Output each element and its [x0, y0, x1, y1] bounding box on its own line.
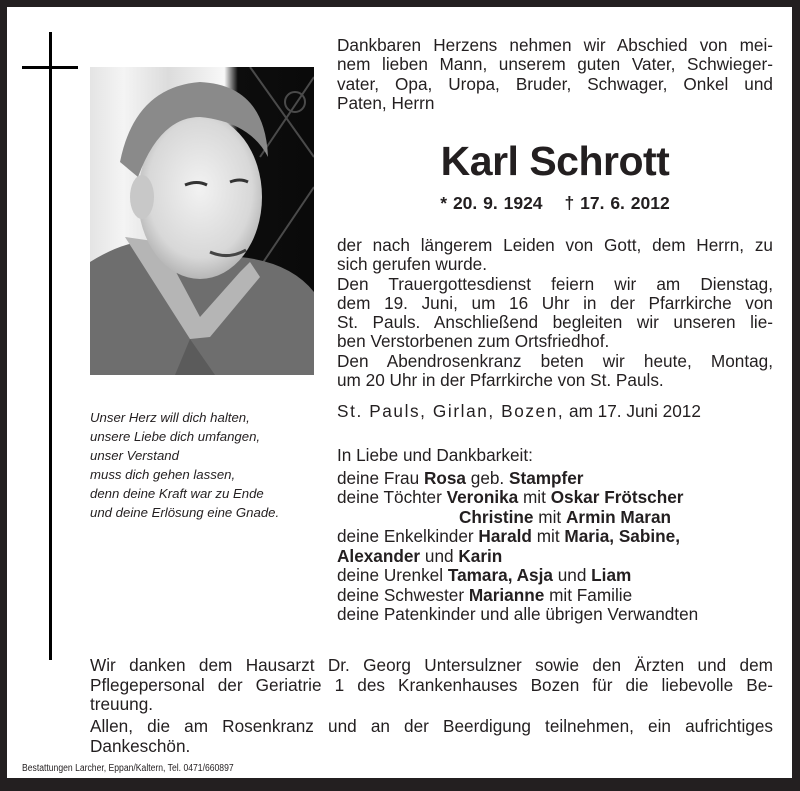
place-and-date: [337, 401, 701, 421]
relative-name: Harald: [478, 526, 532, 546]
intro-line: nem lieben Mann, unserem guten Vater, Schwieger-: [337, 54, 773, 75]
body-line: ben Verstorbenen zum Ortsfriedhof.: [337, 331, 610, 352]
place-names: St. Pauls, Girlan, Bozen,: [337, 401, 565, 421]
relative-name: Christine: [459, 506, 534, 527]
relation-label: und: [552, 565, 592, 585]
relation-label: deine Schwester: [337, 584, 469, 605]
relation-label: mit Familie: [544, 584, 633, 605]
family-row-wife: [337, 469, 698, 489]
poem-line: unser Verstand: [90, 448, 179, 463]
poem-line: unsere Liebe dich umfangen,: [90, 429, 261, 444]
poem-line: Unser Herz will dich halten,: [90, 410, 250, 425]
poem-line: denn deine Kraft war zu Ende: [90, 486, 264, 501]
portrait-photo: [90, 67, 314, 375]
body-line: der nach längerem Leiden von Gott, dem Herrn, zu: [337, 235, 773, 255]
relation-label: deine Enkelkinder: [337, 526, 479, 546]
relative-name: Alexander: [337, 545, 421, 566]
body-line: dem 19. Juni, um 16 Uhr in der Pfarrkirche von: [337, 292, 773, 313]
relative-name: Armin Maran: [565, 506, 672, 527]
portrait-illustration: [90, 67, 314, 375]
relative-name: Tamara, Asja: [447, 565, 553, 585]
relative-name: Marianne: [468, 584, 545, 605]
family-row-sister: [337, 586, 698, 606]
relative-name: Rosa: [423, 467, 466, 488]
intro-line: vater, Opa, Uropa, Bruder, Schwager, Onkel und: [337, 73, 773, 94]
thanks-line: Allen, die am Rosenkranz und an der Beerdigung teilnehmen, ein aufrichtiges: [90, 716, 773, 736]
intro-paragraph: [337, 36, 773, 113]
body-line: Den Trauergottesdienst feiern wir am Dienstag,: [337, 273, 773, 294]
relative-name: Liam: [591, 565, 632, 585]
relation-label: deine Frau: [337, 467, 424, 488]
poem-line: und deine Erlösung eine Gnade.: [90, 505, 280, 520]
announcement-paragraph: [337, 236, 773, 390]
relation-label: mit: [518, 487, 551, 507]
deceased-name: Karl Schrott: [440, 138, 670, 184]
birth-date: * 20. 9. 1924: [440, 193, 543, 213]
thanks-line: Wir danken dem Hausarzt Dr. Georg Untersulzner sowie den Ärzten und dem: [90, 655, 773, 675]
relation-label: deine Töchter: [337, 487, 447, 507]
thanks-line: treuung.: [90, 694, 154, 714]
body-line: St. Pauls. Anschließend begleiten wir unseren lie-: [337, 312, 773, 333]
relative-name: Veronika: [446, 487, 519, 507]
relative-name: Oskar Frötscher: [550, 487, 684, 507]
family-list: [337, 446, 698, 625]
family-row-great-grandchildren: [337, 566, 698, 586]
body-line: Den Abendrosenkranz beten wir heute, Montag,: [337, 350, 773, 371]
family-row-godchildren: deine Patenkinder und alle übrigen Verwandten: [337, 604, 699, 624]
relation-label: und: [420, 545, 459, 566]
relative-name: Stampfer: [509, 467, 584, 488]
thanks-paragraph-2: [90, 717, 773, 756]
intro-line: Dankbaren Herzens nehmen wir Abschied von mei-: [337, 35, 773, 55]
body-line: um 20 Uhr in der Pfarrkirche von St. Pauls.: [337, 370, 664, 391]
cross-icon-bar: [22, 66, 78, 69]
life-dates: [337, 192, 773, 214]
thanks-line: Pflegepersonal der Geriatrie 1 des Krankenhauses Bozen für die liebevolle Be-: [90, 674, 773, 695]
funeral-home-credit: Bestattungen Larcher, Eppan/Kaltern, Tel. 0471/660897: [22, 763, 234, 774]
relation-label: mit: [531, 526, 565, 546]
family-heading: In Liebe und Dankbarkeit:: [337, 445, 533, 465]
thanks-paragraph-1: [90, 656, 773, 715]
family-row-grandchildren-2: [337, 547, 698, 567]
relation-label: geb.: [465, 467, 509, 488]
body-line: sich gerufen wurde.: [337, 254, 487, 275]
thanks-line: Dankeschön.: [90, 735, 191, 756]
cross-icon: [49, 32, 52, 660]
poem-line: muss dich gehen lassen,: [90, 467, 236, 482]
death-date: † 17. 6. 2012: [564, 193, 670, 213]
relation-label: mit: [533, 506, 566, 527]
relative-name: Maria, Sabine,: [564, 526, 680, 546]
intro-line: Paten, Herrn: [337, 92, 435, 113]
announcement-date: am 17. Juni 2012: [564, 401, 701, 421]
family-row-daughters-2: [337, 508, 698, 528]
family-row-daughters: [337, 488, 698, 508]
relative-name: Karin: [458, 545, 503, 566]
relation-label: deine Urenkel: [337, 565, 448, 585]
poem: [90, 408, 330, 522]
family-row-grandchildren: [337, 527, 698, 547]
